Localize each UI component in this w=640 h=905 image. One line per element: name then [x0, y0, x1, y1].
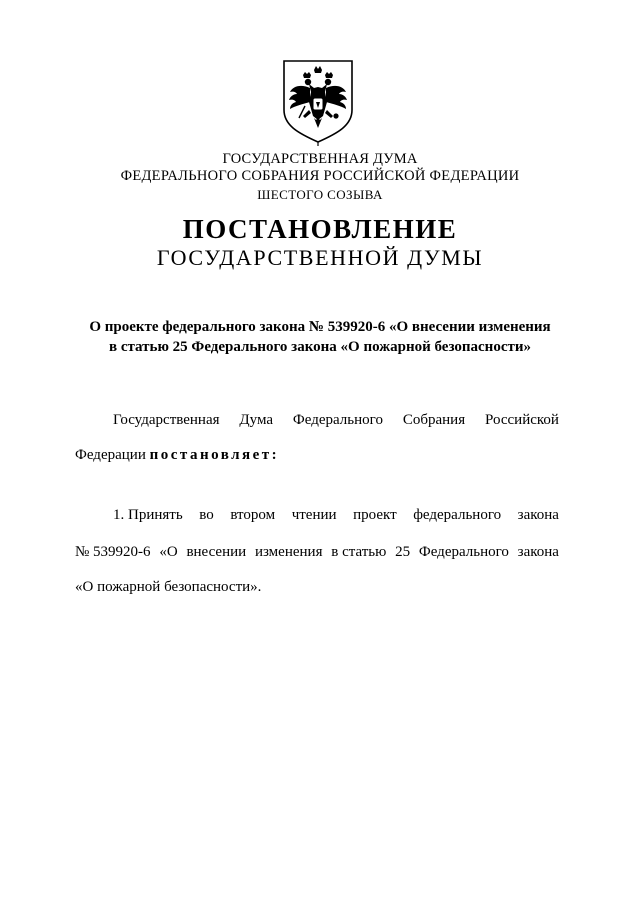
- item-1-word: проект: [353, 507, 397, 523]
- item-1-word: закона: [517, 507, 559, 523]
- state-emblem-icon: [281, 58, 355, 146]
- resolution-subject-line-2: в статью 25 Федерального закона «О пожарной безопасности»: [109, 339, 531, 355]
- item-1-word: во: [199, 507, 214, 523]
- item-1-word: № 539920-6: [75, 544, 151, 560]
- intro-federation-word: Федерации: [75, 447, 146, 463]
- item-1-word: втором: [230, 507, 276, 523]
- item-1-word: изменения: [254, 544, 323, 560]
- item-1-word: 25: [395, 544, 411, 560]
- item-1-word: федерального: [413, 507, 502, 523]
- item-1-line-1: [113, 506, 559, 524]
- resolution-subject-line-1: О проекте федерального закона № 539920-6 «О внесении изменения: [89, 319, 551, 335]
- federal-assembly-name: ФЕДЕРАЛЬНОГО СОБРАНИЯ РОССИЙСКОЙ ФЕДЕРАЦИИ: [120, 168, 520, 184]
- item-1-word: Федерального: [418, 544, 509, 560]
- intro-line-1: [113, 411, 559, 429]
- document-title: ПОСТАНОВЛЕНИЕ: [182, 214, 458, 244]
- intro-word: Федерального: [292, 412, 383, 428]
- item-1-word: 1. Принять: [113, 507, 183, 523]
- duma-name: ГОСУДАРСТВЕННАЯ ДУМА: [222, 151, 418, 167]
- intro-line-2: [75, 446, 559, 464]
- convocation: ШЕСТОГО СОЗЫВА: [257, 187, 383, 202]
- intro-word: Дума: [239, 412, 274, 428]
- intro-word: Российской: [485, 412, 559, 428]
- item-1-word: закона: [517, 544, 559, 560]
- item-1-line-3: «О пожарной безопасности».: [75, 579, 262, 595]
- intro-word: Государственная: [113, 412, 220, 428]
- resolves-word: постановляет:: [149, 447, 280, 463]
- intro-word: Собрания: [402, 412, 466, 428]
- item-1-word: в статью: [331, 544, 387, 560]
- item-1-word: чтении: [291, 507, 337, 523]
- item-1-word: «О: [159, 544, 178, 560]
- item-1-line-2: [75, 543, 559, 561]
- item-1-word: внесении: [186, 544, 247, 560]
- document-subtitle: ГОСУДАРСТВЕННОЙ ДУМЫ: [156, 245, 484, 270]
